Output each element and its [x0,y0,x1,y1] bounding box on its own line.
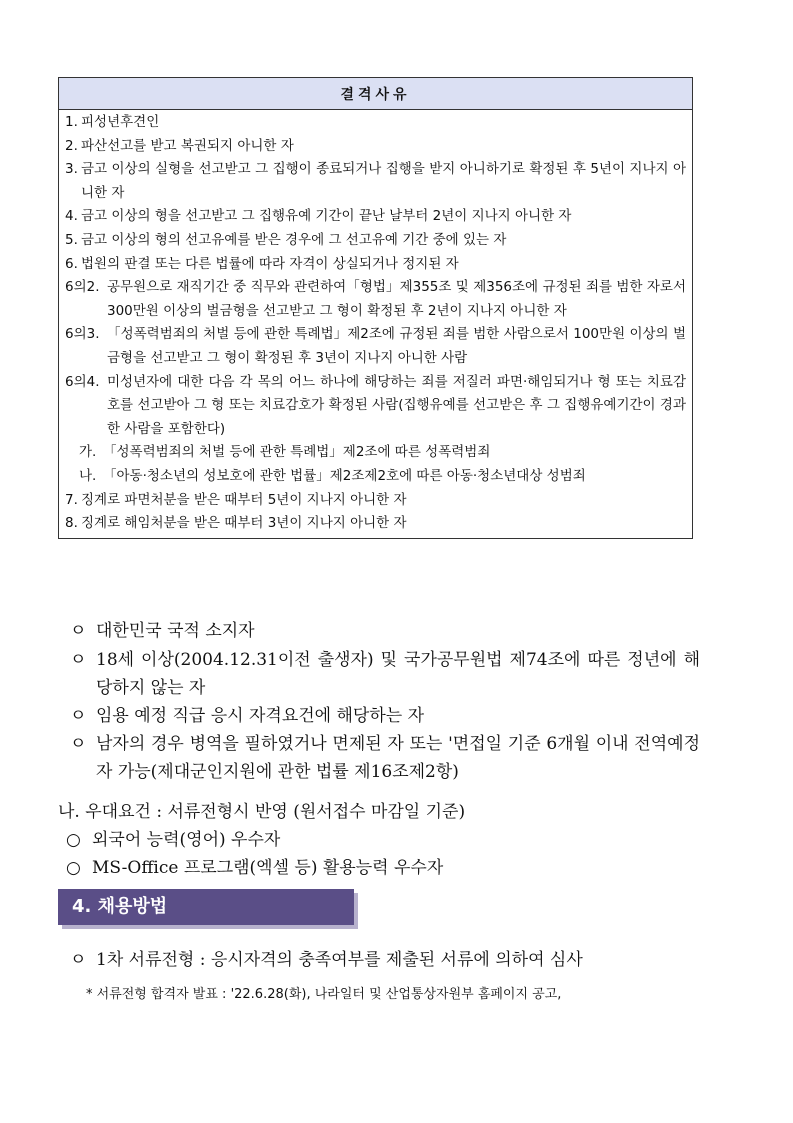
item-number: 5. [65,231,78,248]
method-step-text: 1차 서류전형 : 응시자격의 충족여부를 제출된 서류에 의하여 심사 [96,950,583,970]
item-number: 6의3. [65,326,100,343]
preference-text: MS-Office 프로그램(엑셀 등) 활용능력 우수자 [92,858,444,878]
item-text: 징계로 파면처분을 받은 때부터 5년이 지나지 아니한 자 [81,491,407,508]
disqualification-item [59,135,692,159]
item-number: 4. [65,208,78,225]
requirement-text: 18세 이상(2004.12.31이전 출생자) 및 국가공무원법 제74조에 따른 정년에 해당하지 않는 자 [96,650,700,698]
item-text: 「성폭력범죄의 처벌 등에 관한 특례법」제2조에 따른 성폭력범죄 [103,444,491,461]
item-text: 공무원으로 재직기간 중 직무와 관련하여「형법」제355조 및 제356조에 규정된 죄를 범한 자로서 300만원 이상의 벌금형을 선고받고 그 형이 확정된 후 2년이 지나지 아니한 자 [107,279,686,319]
item-text: 금고 이상의 형을 선고받고 그 집행유예 기간이 끝난 날부터 2년이 지나지 아니한 자 [81,208,572,225]
requirement-item [70,617,700,645]
disqualification-item [59,371,692,442]
method-section-title: 4. 채용방법 [58,889,354,925]
method-step [70,946,700,974]
item-text: 「성폭력범죄의 처벌 등에 관한 특례법」제2조에 규정된 죄를 범한 사람으로서 100만원 이상의 벌금형을 선고받고 그 형이 확정된 후 3년이 지나지 아니한 사람 [107,326,686,366]
item-number: 7. [65,491,78,508]
item-number: 6의2. [65,279,100,296]
disqualification-item [59,229,692,253]
disqualification-header: 결격사유 [59,78,692,110]
item-number: 2. [65,137,78,154]
item-number: 3. [65,161,78,178]
requirement-text: 임용 예정 직급 응시 자격요건에 해당하는 자 [96,706,425,726]
item-number: 8. [65,515,78,532]
bullet-marker: ㅇ [70,650,87,670]
disqualification-item [59,253,692,277]
bullet-marker: ○ [66,858,81,878]
disqualification-item [59,323,692,370]
item-number: 6. [65,255,78,272]
item-number: 나. [79,467,97,484]
requirement-text: 대한민국 국적 소지자 [96,621,255,641]
disqualification-list [59,110,692,538]
item-text: 「아동·청소년의 성보호에 관한 법률」제2조제2호에 따른 아동·청소년대상 성범죄 [103,467,586,484]
announcement-note: * 서류전형 합격자 발표 : '22.6.28(화), 나라일터 및 산업통상자원부 홈페이지 공고, [86,987,562,1002]
disqualification-item [59,158,692,205]
item-text: 파산선고를 받고 복권되지 아니한 자 [81,137,294,154]
preference-item [66,854,696,882]
item-number: 6의4. [65,373,100,390]
requirement-item [70,702,700,730]
item-text: 미성년자에 대한 다음 각 목의 어느 하나에 해당하는 죄를 저질러 파면·해임되거나 형 또는 치료감호를 선고받아 그 형 또는 치료감호가 확정된 사람(집행유예를 선고받은 후 그 집행유예기간이 경과한 사람을 포함한다) [107,373,686,437]
bullet-marker: ㅇ [70,706,87,726]
disqualification-item [59,465,692,489]
disqualification-item [59,512,692,536]
preference-item [66,826,696,854]
disqualification-item [59,276,692,323]
bullet-marker: ㅇ [70,734,87,754]
disqualification-item [59,441,692,465]
bullet-marker: ○ [66,830,81,850]
bullet-marker: ㅇ [70,950,87,970]
preference-heading: 나. 우대요건 : 서류전형시 반영 (원서접수 마감일 기준) [58,802,466,822]
item-text: 징계로 해임처분을 받은 때부터 3년이 지나지 아니한 자 [81,515,407,532]
item-text: 법원의 판결 또는 다른 법률에 따라 자격이 상실되거나 정지된 자 [81,255,459,272]
bullet-marker: ㅇ [70,621,87,641]
disqualification-table [58,77,693,539]
disqualification-item [59,111,692,135]
item-text: 피성년후견인 [81,114,160,130]
item-number: 1. [65,114,78,130]
requirement-item [70,646,700,702]
disqualification-item [59,489,692,513]
item-text: 금고 이상의 실형을 선고받고 그 집행이 종료되거나 집행을 받지 아니하기로 확정된 후 5년이 지나지 아니한 자 [81,161,686,201]
disqualification-item [59,205,692,229]
requirement-item [70,730,700,786]
requirement-text: 남자의 경우 병역을 필하였거나 면제된 자 또는 '면접일 기준 6개월 이내 전역예정자 가능(제대군인지원에 관한 법률 제16조제2항) [96,734,700,782]
preference-text: 외국어 능력(영어) 우수자 [92,830,281,850]
item-text: 금고 이상의 형의 선고유예를 받은 경우에 그 선고유예 기간 중에 있는 자 [81,231,507,248]
item-number: 가. [79,444,97,461]
